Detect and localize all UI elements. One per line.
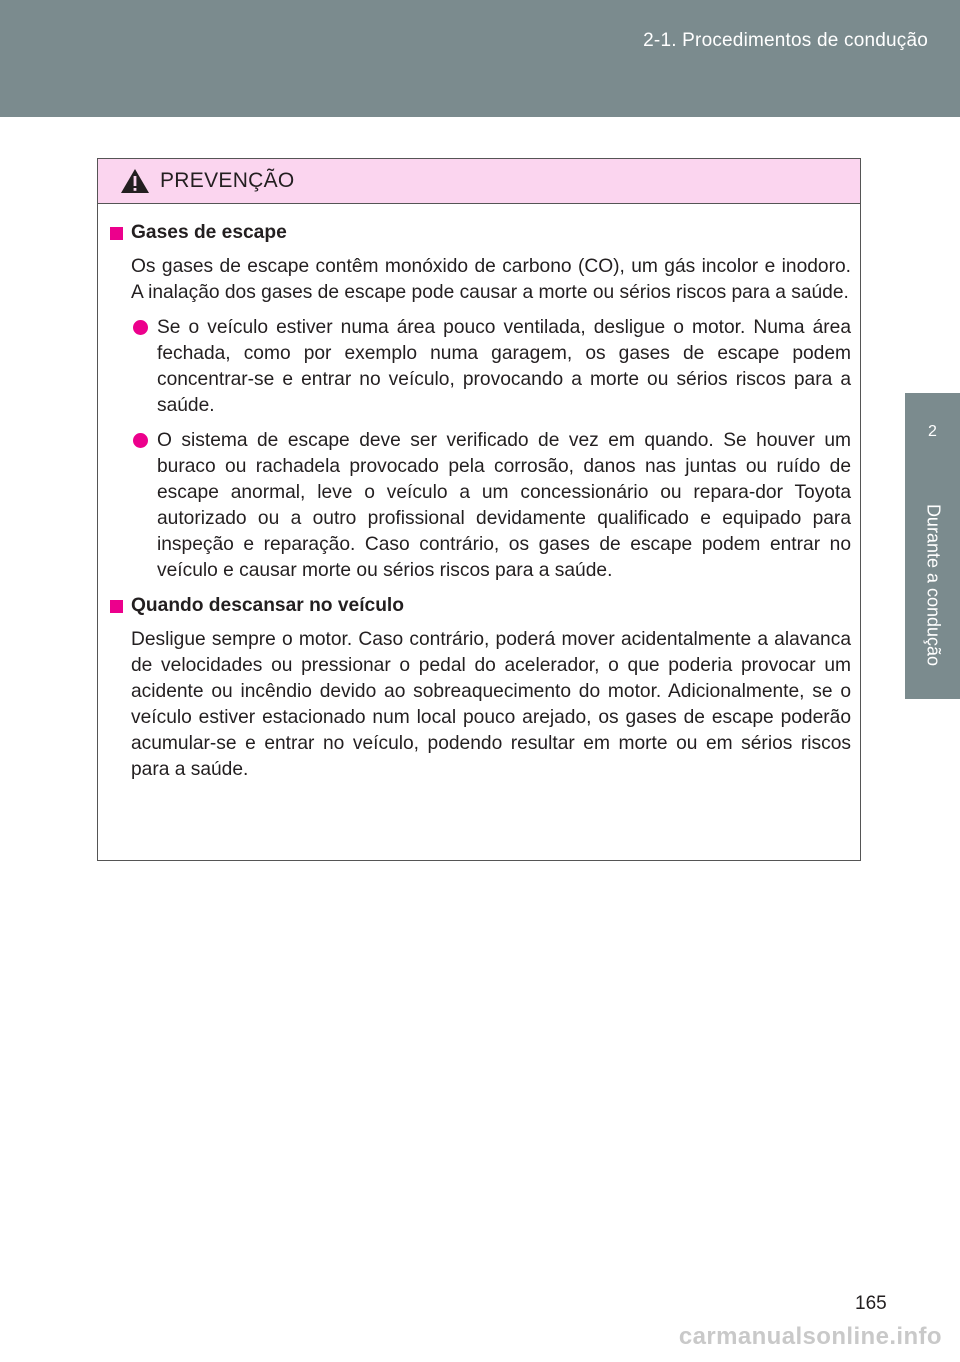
bullet-item — [157, 428, 851, 584]
chapter-title: 2-1. Procedimentos de condução — [643, 30, 928, 51]
square-bullet-icon — [110, 227, 123, 240]
warning-triangle-icon — [120, 168, 150, 194]
circle-bullet-icon — [133, 433, 148, 448]
side-tab — [905, 471, 960, 699]
section-heading-text: Gases de escape — [131, 222, 287, 243]
bullet-text: O sistema de escape deve ser verificado de vez em quando. Se houver um buraco ou rachadela provocado pela corrosão, danos nas juntas ou ruído de escape anormal, leve o veículo a um concessionário ou repara-dor Toyota autorizado ou a outro profissional devidamente qualificado e equipado para inspeção e reparação. Caso contrário, os gases de escape podem entrar no veículo e causar morte ou sérios riscos para a saúde. — [157, 430, 851, 581]
section-heading — [107, 220, 851, 246]
warning-box — [97, 158, 861, 861]
watermark: carmanualsonline.info — [678, 1323, 942, 1350]
warning-body — [98, 204, 860, 783]
section-heading-text: Quando descansar no veículo — [131, 595, 404, 616]
circle-bullet-icon — [133, 320, 148, 335]
side-tab-spacer-bottom — [905, 699, 960, 1362]
warning-title: PREVENÇÃO — [160, 169, 295, 192]
page-number: 165 — [855, 1293, 887, 1314]
square-bullet-icon — [110, 600, 123, 613]
paragraph: Os gases de escape contêm monóxido de carbono (CO), um gás incolor e inodoro. A inalação dos gases de escape pode causar a morte ou sérios riscos para a saúde. — [131, 256, 851, 303]
side-tab-label: Durante a condução — [923, 503, 943, 667]
warning-header — [98, 159, 860, 204]
section-heading — [107, 593, 851, 619]
bullet-item — [157, 315, 851, 419]
paragraph: Desligue sempre o motor. Caso contrário, poderá mover acidentalmente a alavanca de velocidades ou pressionar o pedal do acelerador, o que poderia provocar um acidente ou incêndio devido ao sobreaquecimento do motor. Adicionalmente, se o veículo estiver estacionado num local pouco arejado, os gases de escape poderão acumular-se e entrar no veículo, podendo resultar em morte ou em sérios riscos para a saúde. — [131, 629, 851, 780]
side-tab-spacer — [905, 117, 960, 393]
side-tab-number: 2 — [905, 393, 960, 471]
bullet-text: Se o veículo estiver numa área pouco ventilada, desligue o motor. Numa área fechada, como por exemplo numa garagem, os gases de escape podem concentrar-se e entrar no veículo, provocando a morte ou sérios riscos para a saúde. — [157, 317, 851, 416]
header-bar — [0, 0, 960, 117]
